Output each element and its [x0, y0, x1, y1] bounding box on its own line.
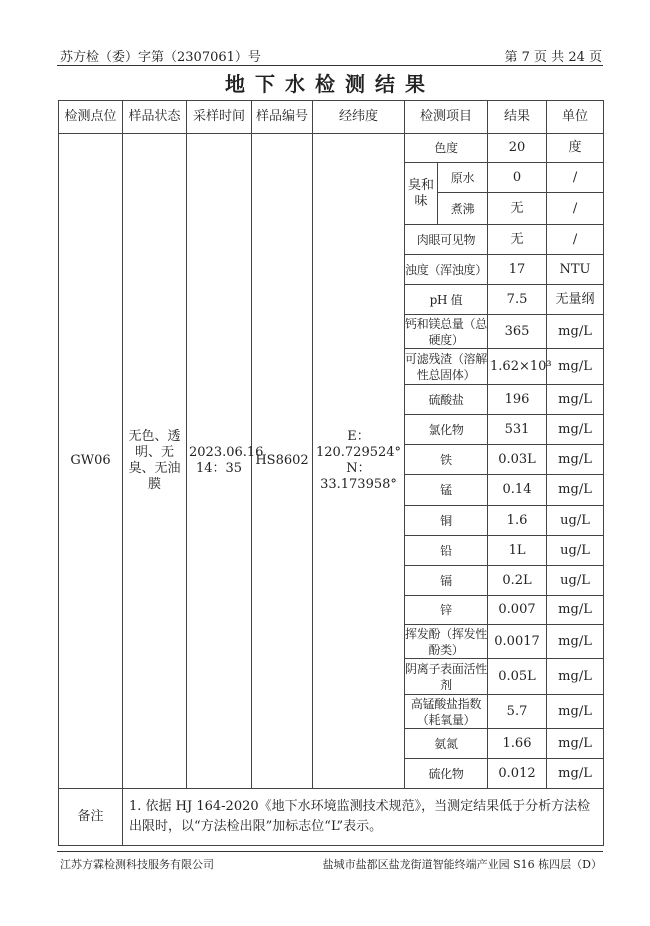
cell-unit: mg/L — [547, 759, 604, 789]
cell-item: 挥发酚（挥发性酚类） — [405, 626, 487, 657]
cell-unit: mg/L — [547, 659, 604, 695]
remark-text: 1. 依据 HJ 164-2020《地下水环境监测技术规范》，当测定结果低于分析方法检出限时，以“方法检出限”加标志位“L”表示。 — [123, 789, 604, 846]
footer-address: 盐城市盐都区盐龙街道智能终端产业园 S16 栋四层（D） — [322, 858, 602, 871]
page-indicator: 第 7 页 共 24 页 — [504, 50, 602, 65]
cell-item: 氯化物 — [405, 415, 488, 445]
cell-result: 0.03L — [488, 445, 547, 475]
sample-clock: 14：35 — [195, 461, 243, 476]
table-row — [59, 134, 604, 163]
col-header-point: 检测点位 — [59, 101, 123, 134]
cell-item: 可滤残渣（溶解性总固体） — [405, 349, 488, 385]
cell-unit: ug/L — [547, 566, 604, 596]
cell-item: pH 值 — [405, 285, 488, 315]
remark-row — [59, 789, 604, 846]
cell-unit: 无量纲 — [547, 285, 604, 315]
cell-item: 浊度（浑浊度） — [405, 255, 488, 285]
cell-item: 镉 — [405, 566, 488, 596]
cell-item: 铁 — [405, 445, 488, 475]
cell-unit: mg/L — [547, 385, 604, 415]
cell-unit: mg/L — [547, 475, 604, 506]
page-title: 地下水检测结果 — [225, 72, 435, 96]
cell-result: 无 — [488, 225, 547, 255]
cell-unit: mg/L — [547, 415, 604, 445]
cell-result: 5.7 — [488, 695, 547, 729]
cell-unit: mg/L — [547, 695, 604, 729]
cell-item: 锰 — [405, 475, 488, 506]
cell-result: 1.66 — [488, 729, 547, 759]
cell-result: 0 — [488, 163, 547, 193]
cell-item: 氨氮 — [405, 729, 488, 759]
cell-item: 铅 — [405, 536, 488, 566]
cell-item: 硫化物 — [405, 759, 488, 789]
sample-longitude: E：120.729524° — [315, 429, 402, 460]
cell-item: 钙和镁总量（总硬度） — [405, 316, 487, 347]
header-divider — [57, 65, 603, 66]
sample-date: 2023.06.16 — [189, 445, 264, 460]
cell-item: 色度 — [405, 134, 488, 163]
cell-item: 硫酸盐 — [405, 385, 488, 415]
cell-result: 20 — [488, 134, 547, 163]
cell-result: 1.62×10³ — [488, 349, 547, 385]
cell-unit: mg/L — [547, 625, 604, 659]
cell-result: 7.5 — [488, 285, 547, 315]
cell-unit: mg/L — [547, 315, 604, 349]
remark-label: 备注 — [59, 789, 123, 846]
footer-company: 江苏方霖检测科技服务有限公司 — [60, 858, 214, 871]
cell-item: 阴离子表面活性剂 — [405, 659, 488, 695]
cell-result: 1.6 — [488, 506, 547, 536]
cell-unit: ug/L — [547, 506, 604, 536]
document-number: 苏方检（委）字第（2307061）号 — [60, 50, 261, 65]
cell-result: 0.012 — [488, 759, 547, 789]
cell-result: 0.2L — [488, 566, 547, 596]
cell-result: 0.14 — [488, 475, 547, 506]
col-header-state: 样品状态 — [123, 101, 187, 134]
cell-unit: mg/L — [547, 349, 604, 385]
col-header-result: 结果 — [488, 101, 547, 134]
cell-result: 0.05L — [488, 659, 547, 695]
results-table — [58, 100, 604, 846]
col-header-coords: 经纬度 — [313, 101, 405, 134]
cell-item: 肉眼可见物 — [405, 225, 488, 255]
cell-item: 原水 — [438, 163, 488, 193]
cell-result: 17 — [488, 255, 547, 285]
table-header-row — [59, 101, 604, 134]
cell-group: 臭和味 — [405, 163, 438, 225]
cell-result: 1L — [488, 536, 547, 566]
cell-result: 531 — [488, 415, 547, 445]
col-header-time: 采样时间 — [187, 101, 252, 134]
sample-coords — [313, 134, 405, 789]
sample-code: HS8602 — [252, 134, 313, 789]
cell-unit: mg/L — [547, 445, 604, 475]
cell-unit: / — [547, 163, 604, 193]
cell-result: 无 — [488, 193, 547, 225]
cell-result: 196 — [488, 385, 547, 415]
sample-time — [187, 134, 264, 789]
table-body — [59, 134, 604, 789]
cell-result: 365 — [488, 315, 547, 349]
sample-latitude: N：33.173958° — [320, 461, 397, 492]
cell-item: 煮沸 — [438, 193, 488, 225]
cell-result: 0.0017 — [488, 625, 547, 659]
cell-unit: mg/L — [547, 729, 604, 759]
sample-point: GW06 — [59, 134, 123, 789]
col-header-unit: 单位 — [547, 101, 604, 134]
cell-unit: 度 — [547, 134, 604, 163]
cell-unit: NTU — [547, 255, 604, 285]
remark-section — [59, 789, 604, 846]
col-header-code: 样品编号 — [252, 101, 313, 134]
cell-unit: / — [547, 193, 604, 225]
cell-item: 高锰酸盐指数（耗氧量） — [405, 695, 488, 729]
cell-item: 铜 — [405, 506, 488, 536]
cell-unit: / — [547, 225, 604, 255]
sample-state: 无色、透明、无臭、无油膜 — [123, 134, 187, 789]
cell-item: 锌 — [405, 596, 488, 625]
footer-divider — [57, 851, 603, 852]
col-header-item: 检测项目 — [405, 101, 488, 134]
cell-unit: mg/L — [547, 596, 604, 625]
cell-result: 0.007 — [488, 596, 547, 625]
cell-unit: ug/L — [547, 536, 604, 566]
